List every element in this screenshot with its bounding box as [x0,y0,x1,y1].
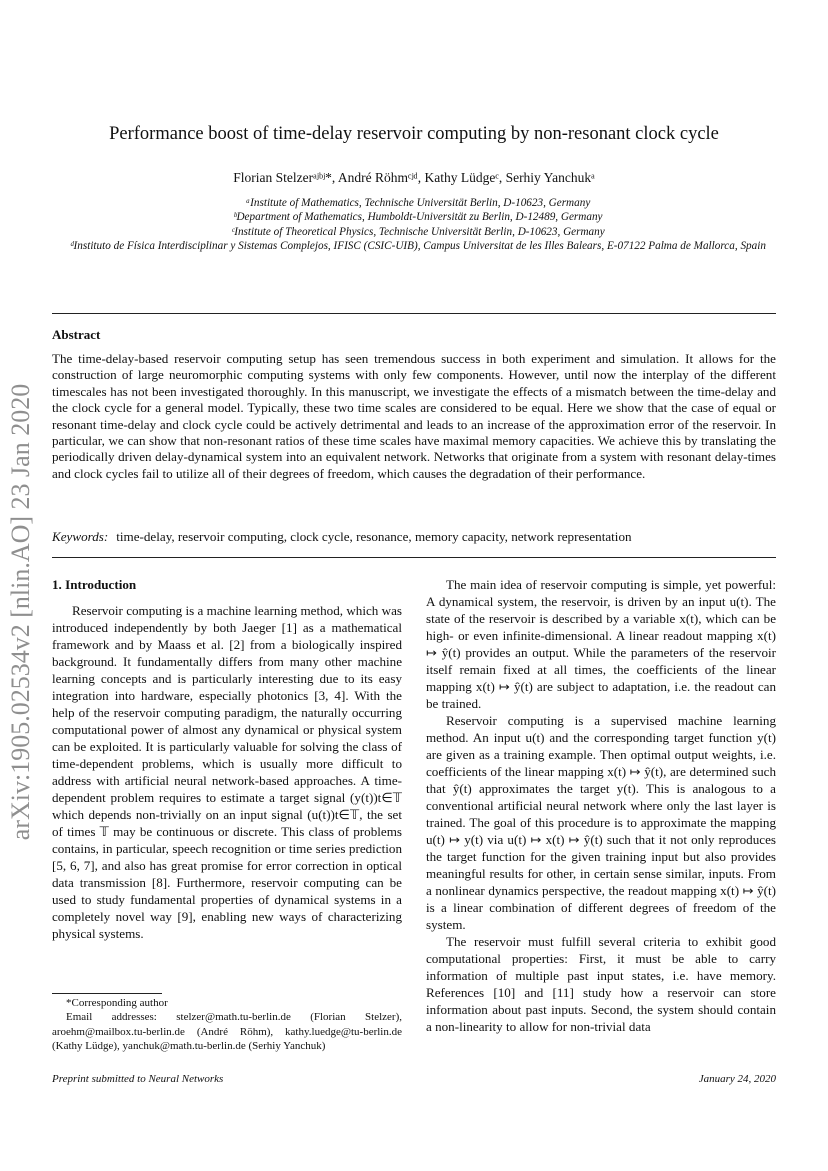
paper-title: Performance boost of time-delay reservoir computing by non-resonant clock cycle [109,124,719,144]
abstract-heading: Abstract [52,327,101,342]
paragraph: The reservoir must fulfill several criteria to exhibit good computational properties: First, it must be able to carry information of multiple past input states, i.e. have memory. References [10] and [11] study how a reservoir can store information about past inputs. Second, the system should contain a non-linearity to allow for non-trivial data [426,934,776,1034]
author-list: Florian Stelzerᵃʲᵇʲ*, André Röhmᶜʲᵈ, Kathy Lüdgeᶜ, Serhiy Yanchukᵃ [233,170,595,185]
left-column [52,576,402,942]
affiliation-c: ᶜInstitute of Theoretical Physics, Technische Universität Berlin, D-10623, Germany [231,225,605,238]
paragraph: The main idea of reservoir computing is simple, yet powerful: A dynamical system, the reservoir, is driven by an input u(t). The state of the reservoir is described by a variable x(t), which can be high- or even infinite-dimensional. A linear readout mapping x(t) ↦ ŷ(t) provides an output. While the parameters of the reservoir itself remain fixed at all times, the coefficients of the linear mapping x(t) ↦ ŷ(t) are subject to adaptation, i.e. the readout can be trained. [426,577,776,711]
right-column [426,576,776,1035]
paragraph: Reservoir computing is a machine learning method, which was introduced independently by both Jaeger [1] as a mathematical framework and by Maass et al. [2] from a biologically inspired background. It fundamentally differs from many other machine learning concepts and is particularly interesting due to its easy integration into hardware, especially photonics [3, 4]. With the help of the reservoir computing paradigm, the naturally occurring computational power of almost any dynamical or physical system can be exploited. It is particularly valuable for solving the class of time-dependent problems, which is usually more difficult to address with artificial neural network-based approaches. A time-dependent problem requires to estimate a target signal (y(t))t∈𝕋 which depends non-trivially on an input signal (u(t))t∈𝕋, the set of times 𝕋 may be continuous or discrete. This class of problems contains, in particular, speech recognition or time series prediction [5, 6, 7], and also has great promise for error correction in optical data transmission [8]. Furthermore, reservoir computing can be used to study fundamental properties of dynamical systems in a completely novel way [9], enabling new ways of characterizing physical systems. [52,603,402,941]
affiliation-a: ᵃInstitute of Mathematics, Technische Universität Berlin, D-10623, Germany [245,197,591,209]
section-heading: 1. Introduction [52,577,137,592]
email-addresses-note: Email addresses: stelzer@math.tu-berlin.de (Florian Stelzer), aroehm@mailbox.tu-berlin.de (André Röhm), kathy.luedge@tu-berlin.de (Kathy Lüdge), yanchuk@math.tu-berlin.de (Serhiy Yanchuk) [52,1011,402,1053]
affiliations [56,196,780,253]
footer-date: January 24, 2020 [698,1073,776,1085]
footer-journal: Preprint submitted to Neural Networks [52,1073,224,1085]
page-footer [52,1073,776,1085]
arxiv-identifier: arXiv:1905.02534v2 [nlin.AO] 23 Jan 2020 [6,383,35,841]
keywords-label: Keywords: [52,529,109,544]
paragraph: Reservoir computing is a supervised machine learning method. An input u(t) and the corresponding target function y(t) are given as a training example. Then optimal output weights, i.e. coefficients of the linear mapping x(t) ↦ ŷ(t), are determined such that ŷ(t) approximates the target y(t). This is analogous to a conventional artificial neural network where only the last layer is trained. The goal of this procedure is to approximate the mapping u(t) ↦ y(t) via u(t) ↦ x(t) ↦ ŷ(t) such that it not only reproduces the target function for the given training input but also provides meaningful results for other, in certain sense similar, inputs. From a nonlinear dynamics perspective, the readout mapping x(t) ↦ ŷ(t) is a linear combination of different degrees of freedom of the system. [426,713,776,932]
affiliation-d: ᵈInstituto de Física Interdisciplinar y Sistemas Complejos, IFISC (CSIC-UIB), Campus Universitat de les Illes Balears, E-07122 Palma de Mallorca, Spain [70,239,766,252]
keywords-list: time-delay, reservoir computing, clock cycle, resonance, memory capacity, network representation [116,529,632,544]
affiliation-b: ᵇDepartment of Mathematics, Humboldt-Universität zu Berlin, D-12489, Germany [233,211,603,224]
footnotes [52,996,402,1054]
abstract-bottom-rule [52,557,776,558]
abstract-top-rule [52,313,776,314]
footnote-rule [52,993,162,994]
corresponding-author-note: *Corresponding author [66,997,168,1009]
arxiv-stamp [2,352,40,872]
abstract-text: The time-delay-based reservoir computing setup has seen tremendous success in both experiment and simulation. It allows for the construction of large neuromorphic computing systems with only few components. However, until now the interplay of the different timescales has not been investigated thoroughly. In this manuscript, we investigate the effects of a mismatch between the time-delay and the clock cycle for a general model. Typically, these two time scales are considered to be equal. Here we show that the case of equal or resonant time-delay and clock cycle could be actively detrimental and leads to an increase of the approximation error of the reservoir. In particular, we can show that non-resonant ratios of these time scales have maximal memory capacities. We achieve this by translating the periodically driven delay-dynamical system into an equivalent network. Networks that originate from a system with resonant delay-times and clock cycles fail to utilize all of their degrees of freedom, which causes the degradation of their performance. [52,351,776,481]
keywords [52,529,776,545]
